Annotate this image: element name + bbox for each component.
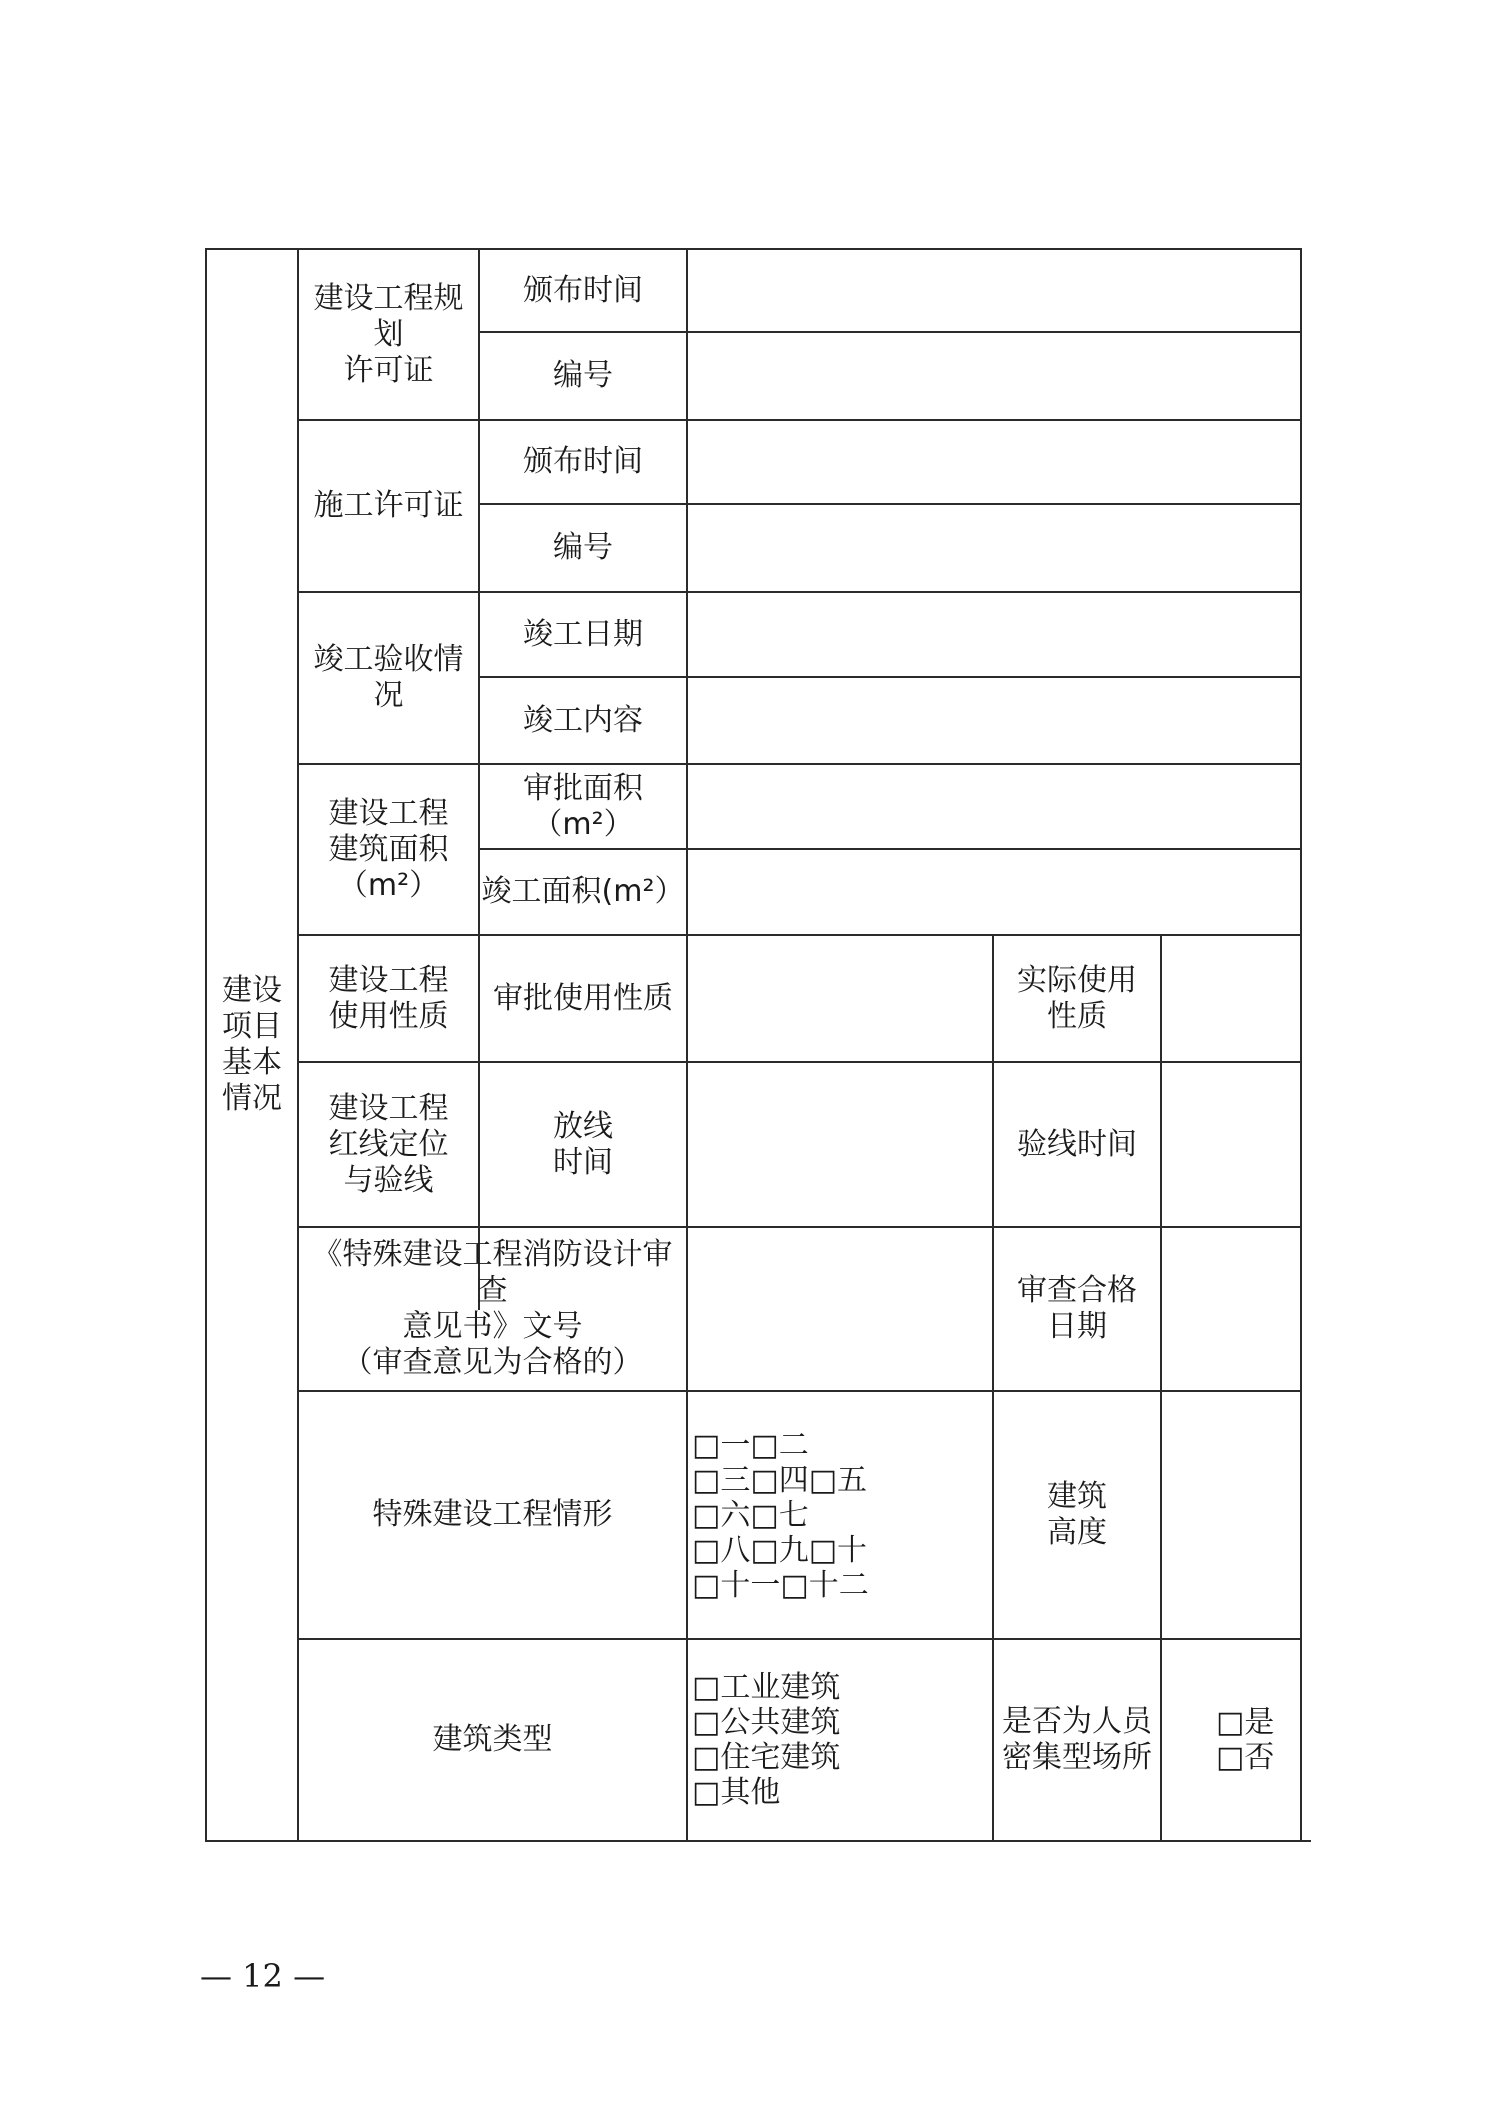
special-case-option[interactable]: □十一□十二 (692, 1567, 869, 1603)
building-height-label: 建筑 高度 (1047, 1479, 1107, 1550)
special-case-label: 特殊建设工程情形 (372, 1497, 613, 1532)
completion-label: 竣工验收情况 (313, 642, 464, 713)
section-label: 建设 项目 基本 情况 (222, 973, 282, 1116)
approved-usage-label: 审批使用性质 (493, 980, 673, 1016)
grid-v-sub (686, 248, 688, 1840)
fire-review-pass-date-label: 审查合格 日期 (1017, 1273, 1137, 1344)
area-label: 建设工程 建筑面积 （m²） (328, 795, 449, 903)
table-border-bottom (205, 1840, 1311, 1842)
construction-permit-label: 施工许可证 (313, 488, 464, 523)
completion-date-label: 竣工日期 (523, 616, 643, 652)
construction-permit-number-label: 编号 (553, 530, 613, 565)
special-case-option[interactable]: □六□七 (692, 1497, 809, 1533)
redline-label: 建设工程 红线定位 与验线 (328, 1090, 449, 1198)
usage-label: 建设工程 使用性质 (328, 962, 449, 1034)
completion-content-label: 竣工内容 (523, 702, 643, 738)
check-time-label: 验线时间 (1017, 1126, 1137, 1162)
building-type-option[interactable]: □工业建筑 (692, 1670, 841, 1705)
no-option[interactable]: □否 (1216, 1740, 1275, 1775)
crowded-venue-label: 是否为人员 密集型场所 (1002, 1704, 1152, 1775)
building-type-option[interactable]: □公共建筑 (692, 1705, 841, 1740)
layout-time-label: 放线 时间 (553, 1108, 613, 1180)
special-case-option[interactable]: □八□九□十 (692, 1532, 868, 1568)
building-type-option[interactable]: □其他 (692, 1775, 781, 1810)
construction-permit-issue-time-label: 颁布时间 (523, 444, 643, 479)
building-type-label: 建筑类型 (432, 1722, 553, 1757)
approved-area-label: 审批面积（m²） (523, 770, 643, 842)
special-case-option[interactable]: □一□二 (692, 1427, 809, 1463)
grid-v-right-value (1160, 934, 1162, 1840)
table-border-right (1300, 248, 1302, 1840)
completed-area-label: 竣工面积(m²） (481, 874, 685, 909)
building-type-option[interactable]: □住宅建筑 (692, 1740, 841, 1775)
building-type-options (692, 1640, 990, 1840)
special-case-option[interactable]: □三□四□五 (692, 1462, 868, 1498)
planning-permit-label: 建设工程规划 许可证 (313, 280, 464, 388)
planning-permit-issue-time-label: 颁布时间 (523, 272, 643, 308)
actual-usage-label: 实际使用 性质 (1017, 962, 1137, 1034)
yes-option[interactable]: □是 (1216, 1705, 1275, 1740)
crowded-venue-options (1216, 1640, 1300, 1840)
fire-review-label: 《特殊建设工程消防设计审查 意见书》文号 （审查意见为合格的） (312, 1237, 673, 1380)
planning-permit-number-label: 编号 (553, 358, 613, 393)
page-number: — 12 — (200, 1957, 326, 1995)
special-case-options (692, 1392, 990, 1638)
